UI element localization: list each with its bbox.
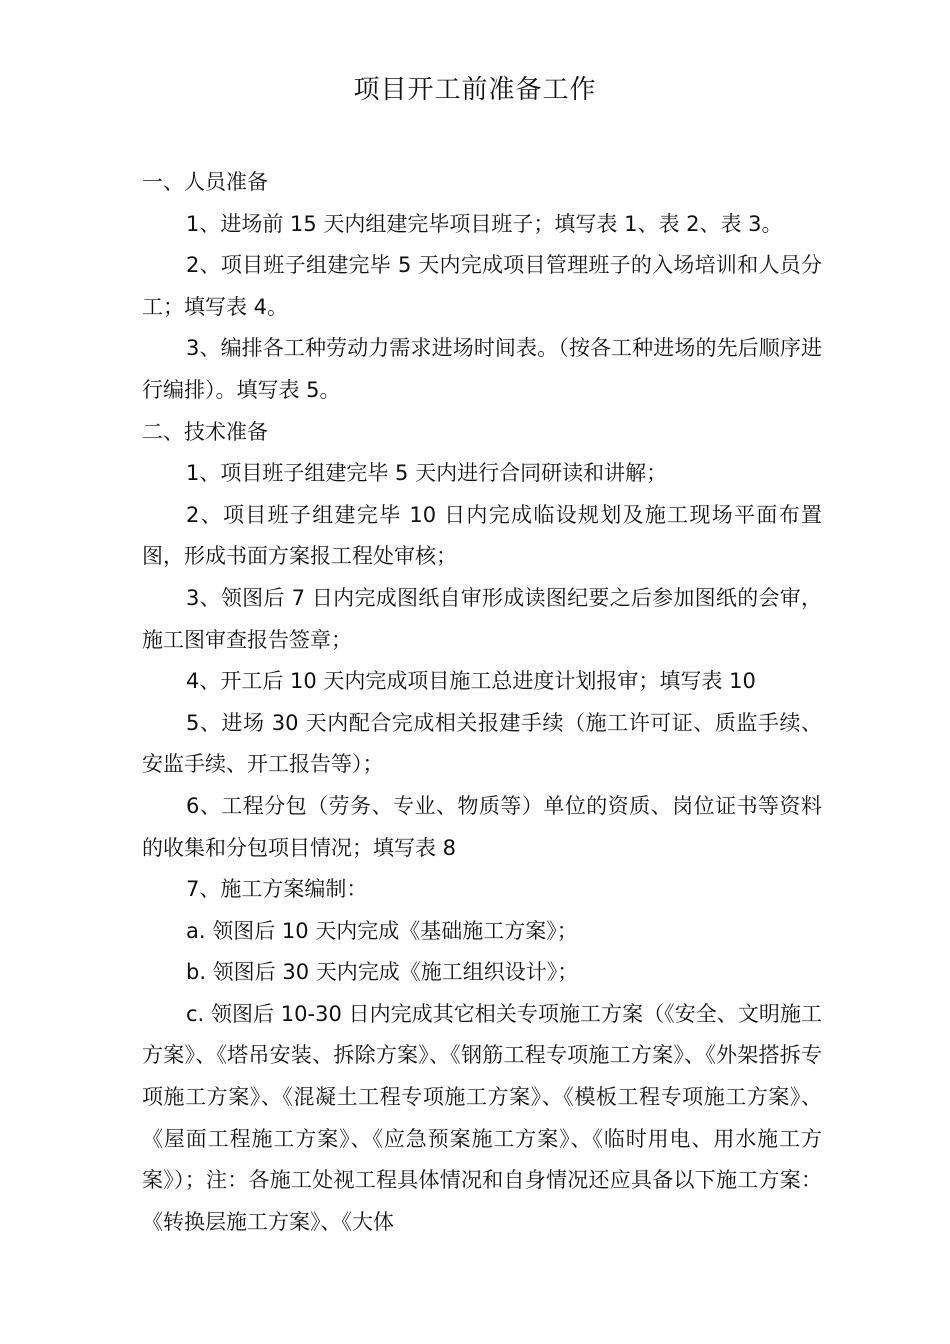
section-heading: 一、人员准备 [142, 170, 268, 194]
body-paragraph: 1、项目班子组建完毕 5 天内进行合同研读和讲解； [186, 461, 668, 486]
body-paragraph: 6、工程分包（劳务、专业、物质等）单位的资质、岗位证书等资料的收集和分包项目情况；填写表 8 [142, 793, 822, 860]
page-title: 项目开工前准备工作 [353, 75, 597, 105]
body-paragraph: 5、进场 30 天内配合完成相关报建手续（施工许可证、质监手续、安监手续、开工报告等）； [142, 710, 822, 777]
section-heading: 二、技术准备 [142, 419, 268, 444]
body-paragraph: 3、领图后 7 日内完成图纸自审形成读图纪要之后参加图纸的会审，施工图审查报告签章； [142, 585, 822, 652]
body-paragraph: 1、进场前 15 天内组建完毕项目班子；填写表 1、表 2、表 3。 [186, 211, 783, 236]
body-paragraph: 2、项目班子组建完毕 10 日内完成临设规划及施工现场平面布置图，形成书面方案报工程处审核； [142, 502, 822, 569]
body-paragraph: c. 领图后 10-30 日内完成其它相关专项施工方案（《安全、文明施工方案》、《塔吊安装、拆除方案》、《钢筋工程专项施工方案》、《外架搭拆专项施工方案》、《混凝土工程专项施工方案》、《模板工程专项施工方案》、《屋面工程施工方案》、《应急预案施工方案》、《临时用电、用水施工方案》）；注：各施工处视工程具体情况和自身情况还应具备以下施工方案：《转换层施工方案》、《大体 [142, 1001, 822, 1234]
body-paragraph: a. 领图后 10 天内完成《基础施工方案》； [186, 918, 578, 943]
body-paragraph: 4、开工后 10 天内完成项目施工总进度计划报审；填写表 10 [186, 669, 756, 694]
body-paragraph: 7、施工方案编制： [186, 877, 368, 902]
body-paragraph: b. 领图后 30 天内完成《施工组织设计》； [186, 960, 579, 985]
document-body [142, 162, 822, 1243]
body-paragraph: 2、项目班子组建完毕 5 天内完成项目管理班子的入场培训和人员分工；填写表 4。 [142, 253, 822, 319]
body-paragraph: 3、编排各工种劳动力需求进场时间表。（按各工种进场的先后顺序进行编排）。填写表 5。 [142, 336, 822, 402]
